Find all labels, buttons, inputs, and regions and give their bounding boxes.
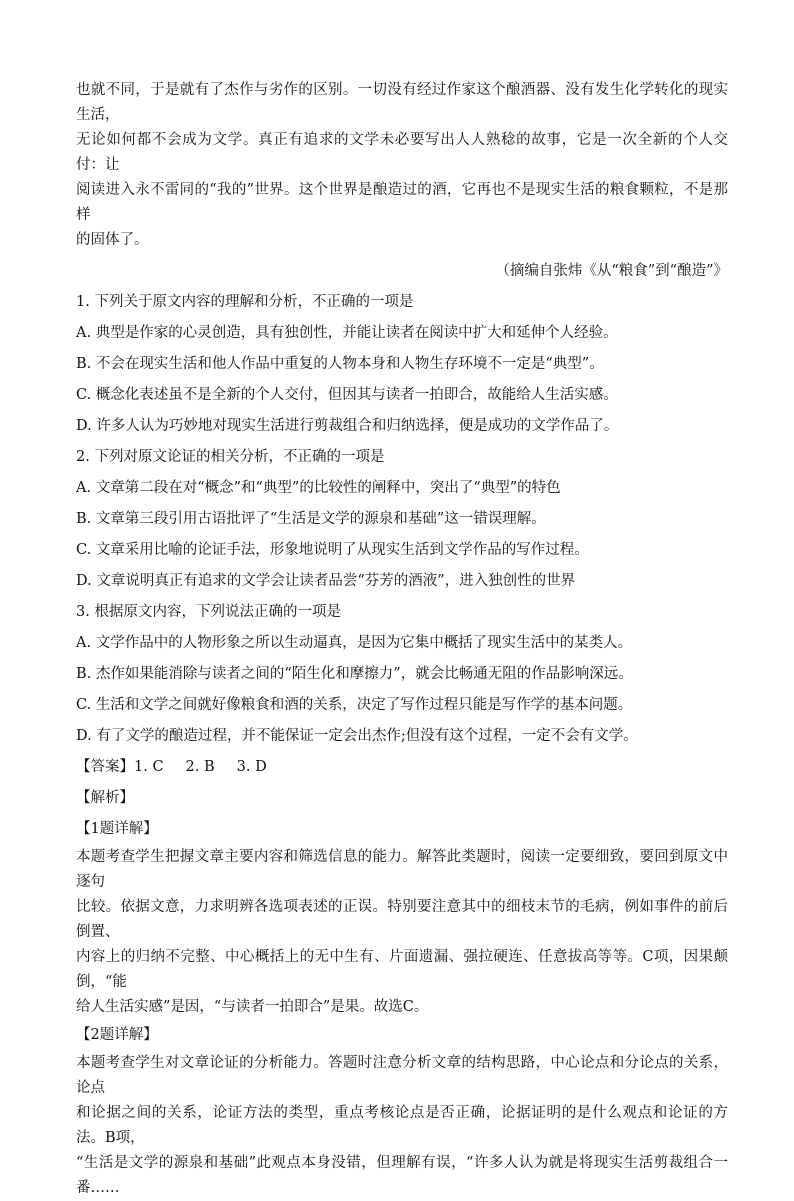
option-d: D. 有了文学的酿造过程，并不能保证一定会出杰作;但没有这个过程，一定不会有文学。 [76,728,638,744]
question-stem: 3. 根据原文内容，下列说法正确的一项是 [76,604,341,620]
answer-item: 3. D [236,759,267,775]
option-c: C. 生活和文学之间就好像粮食和酒的关系，决定了写作过程只能是写作学的基本问题。 [76,697,633,713]
detail-line: 和论据之间的关系，论证方法的类型，重点考核论点是否正确，论据证明的是什么观点和论证的方法。B项， [76,1105,728,1146]
detail-line: 内容上的归纳不完整、中心概括上的无中生有、片面遗漏、强拉硬连、任意拔高等等。C项，因果颠倒，“能 [76,949,728,990]
question-3 [76,597,728,752]
option-a: A. 典型是作家的心灵创造，具有独创性，并能让读者在阅读中扩大和延伸个人经验。 [76,325,618,341]
option-a: A. 文学作品中的人物形象之所以生动逼真，是因为它集中概括了现实生活中的某类人。 [76,635,633,651]
detail-2-body [76,1051,728,1201]
detail-line: “生活是文学的源泉和基础”此观点本身没错，但理解有误，“许多人认为就是将现实生活剪裁组合一番…… [76,1155,728,1196]
option-c: C. 概念化表述虽不是全新的个人交付，但因其与读者一拍即合，故能给人生活实感。 [76,387,618,403]
option-d: D. 文章说明真正有追求的文学会让读者品尝“芬芳的酒液”，进入独创性的世界 [76,573,576,589]
answer-line [76,752,728,783]
question-stem: 1. 下列关于原文内容的理解和分析，不正确的一项是 [76,294,414,310]
detail-line: 本题考查学生把握文章主要内容和筛选信息的能力。解答此类题时，阅读一定要细致，要回到原文中逐句 [76,849,728,890]
option-d: D. 许多人认为巧妙地对现实生活进行剪裁组合和归纳选择，便是成功的文学作品了。 [76,418,619,434]
answer-item: 2. B [185,759,215,775]
passage-line: 的固体了。 [76,232,149,248]
detail-1-body [76,845,728,1020]
detail-line: 给人生活实感”是因，“与读者一拍即合”是果。故选C。 [76,999,429,1015]
question-2 [76,442,728,597]
option-b: B. 文章第三段引用古语批评了“生活是文学的源泉和基础”这一错误理解。 [76,511,546,527]
detail-2-label: 【2题详解】 [76,1027,158,1043]
detail-1-label: 【1题详解】 [76,821,158,837]
question-1 [76,287,728,442]
detail-line: 本题考查学生对文章论证的分析能力。答题时注意分析文章的结构思路，中心论点和分论点的关系，论点 [76,1055,728,1096]
passage-paragraph [76,78,728,253]
document-page [76,78,728,1201]
passage-source: （摘编自张炜《从“粮食”到“酿造”》 [495,263,728,279]
passage-line: 阅读进入永不雷同的“我的”世界。这个世界是酿造过的酒，它再也不是现实生活的粮食颗粒，不是那样 [76,182,728,223]
option-c: C. 文章采用比喻的论证手法，形象地说明了从现实生活到文学作品的写作过程。 [76,542,589,558]
passage-line: 无论如何都不会成为文学。真正有追求的文学未必要写出人人熟稔的故事，它是一次全新的个人交付：让 [76,132,728,173]
detail-line: 比较。依据文意，力求明辨各选项表述的正误。特别要注意其中的细枝末节的毛病，例如事件的前后倒置、 [76,899,728,940]
analysis-label: 【解析】 [76,790,134,806]
question-stem: 2. 下列对原文论证的相关分析，不正确的一项是 [76,449,385,465]
option-b: B. 不会在现实生活和他人作品中重复的人物本身和人物生存环境不一定是“典型”。 [76,356,604,372]
answer-label: 【答案】 [76,759,134,775]
answer-item: 1. C [134,759,164,775]
option-a: A. 文章第二段在对“概念”和“典型”的比较性的阐释中，突出了“典型”的特色 [76,480,561,496]
option-b: B. 杰作如果能消除与读者之间的“陌生化和摩擦力”，就会比畅通无阻的作品影响深远。 [76,666,633,682]
passage-line: 也就不同，于是就有了杰作与劣作的区别。一切没有经过作家这个酿酒器、没有发生化学转化的现实生活， [76,82,728,123]
